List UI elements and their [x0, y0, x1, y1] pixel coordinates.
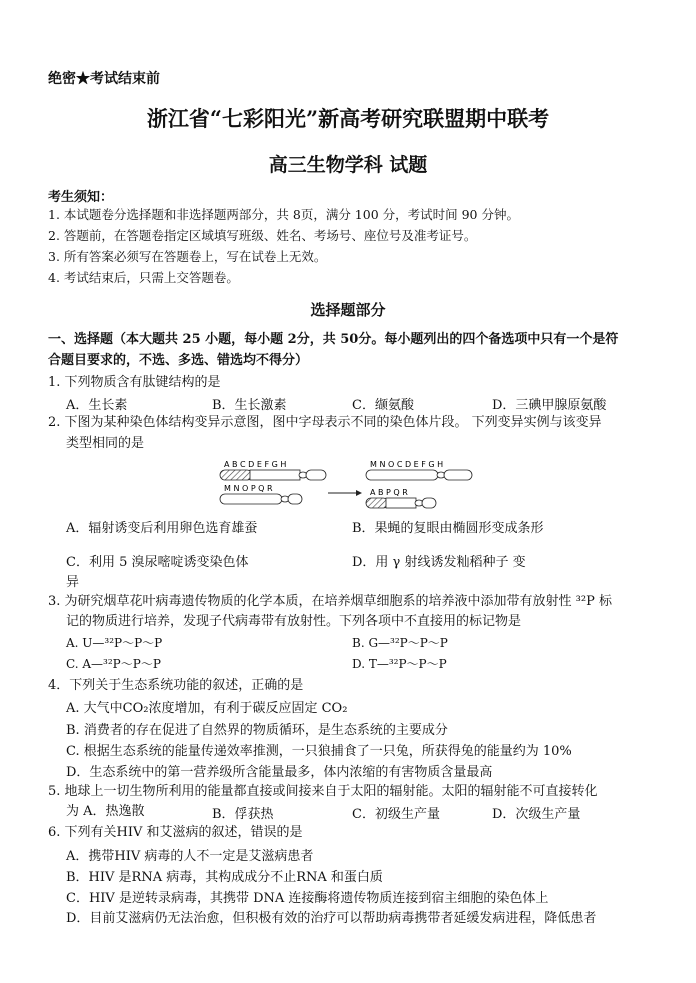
q6-option-d: D．目前艾滋病仍无法治愈，但积极有效的治疗可以帮助病毒携带者延缓发病进程，降低患者: [66, 911, 597, 926]
notice-item: 1. 本试题卷分选择题和非选择题两部分，共 8页，满分 100 分，考试时间 90 分钟。: [48, 207, 519, 222]
q2-option-d-continued: 异: [66, 575, 80, 590]
notice-heading: 考生须知：: [48, 190, 114, 205]
q2-option-c: C．利用 5 溴尿嘧啶诱变染色体: [66, 555, 249, 570]
question-2-stem: 类型相同的是: [66, 436, 145, 451]
question-2-stem: 2. 下图为某种染色体结构变异示意图，图中字母表示不同的染色体片段。 下列变异实例与该变异: [48, 415, 602, 430]
question-6-stem: 6. 下列有关HIV 和艾滋病的叙述，错误的是: [48, 825, 303, 840]
chromosome-1: [220, 470, 326, 480]
notice-item: 2. 答题前，在答题卷指定区域填写班级、姓名、考场号、座位号及准考证号。: [48, 228, 477, 243]
confidential-label: 绝密★考试结束前: [48, 71, 160, 87]
q5-option-c: C．初级生产量: [352, 807, 440, 822]
section-instruction: 合题目要求的，不选、多选、错选均不得分）: [48, 353, 309, 368]
exam-subtitle: 高三生物学科 试题: [268, 154, 428, 176]
chromosome-label-abpq-r: A B P Q R: [370, 488, 408, 497]
q3-option-d: D. T—³²P～P～P: [352, 657, 447, 671]
chromosome-2: [220, 494, 302, 504]
arrow-head-icon: [356, 490, 362, 496]
section-title: 选择题部分: [310, 301, 386, 319]
q1-option-c: C．缬氨酸: [352, 398, 414, 413]
notice-item: 4. 考试结束后，只需上交答题卷。: [48, 270, 239, 285]
q5-option-d: D．次级生产量: [492, 807, 581, 822]
q2-option-a: A．辐射诱变后利用卵色选育雄蚕: [66, 521, 258, 536]
question-4-stem: 4．下列关于生态系统功能的叙述，正确的是: [48, 678, 304, 693]
q1-option-a: A．生长素: [66, 398, 128, 413]
exam-title: 浙江省“七彩阳光”新高考研究联盟期中联考: [146, 106, 550, 131]
chromosome-3: [366, 470, 472, 480]
q5-option-b: B．俘获热: [212, 807, 274, 822]
chromosome-translocation-diagram: [210, 455, 490, 515]
notice-item: 3. 所有答案必须写在答题卷上，写在试卷上无效。: [48, 249, 327, 264]
q2-option-d: D．用 γ 射线诱发籼稻种子 变: [352, 555, 526, 570]
q1-option-d: D．三碘甲腺原氨酸: [492, 398, 607, 413]
q4-option-a: A. 大气中CO₂浓度增加，有利于碳反应固定 CO₂: [66, 701, 348, 716]
q6-option-a: A．携带HIV 病毒的人不一定是艾滋病患者: [66, 849, 314, 864]
question-3-stem: 记的物质进行培养，发现子代病毒带有放射性。下列各项中不直接用的标记物是: [66, 614, 522, 629]
q4-option-b: B. 消费者的存在促进了自然界的物质循环，是生态系统的主要成分: [66, 723, 448, 738]
q4-option-d: D．生态系统中的第一营养级所含能量最多，体内浓缩的有害物质含量最高: [66, 765, 493, 780]
q1-option-b: B．生长激素: [212, 398, 287, 413]
chromosome-label-mnocde-fgh: M N O C D E F G H: [370, 460, 444, 469]
chromosome-label-abcde-fgh: A B C D E F G H: [224, 460, 287, 469]
q3-option-c: C. A—³²P～P～P: [66, 657, 161, 671]
q6-option-b: B．HIV 是RNA 病毒，其构成成分不止RNA 和蛋白质: [66, 870, 383, 885]
q3-option-b: B. G—³²P～P～P: [352, 636, 448, 650]
section-instruction: 一、选择题（本大题共 25 小题，每小题 2分，共 50分。每小题列出的四个备选项中只有一个是符: [48, 332, 619, 347]
chromosome-4: [366, 498, 436, 508]
q4-option-c: C. 根据生态系统的能量传递效率推测，一只狼捕食了一只兔，所获得兔的能量约为 10%: [66, 744, 572, 759]
question-1-stem: 1. 下列物质含有肽键结构的是: [48, 375, 221, 390]
question-5-stem: 5. 地球上一切生物所利用的能量都直接或间接来自于太阳的辐射能。太阳的辐射能不可直接转化: [48, 784, 598, 799]
q2-option-b: B．果蝇的复眼由椭圆形变成条形: [352, 521, 544, 536]
q3-option-a: A. U—³²P～P～P: [66, 636, 163, 650]
q6-option-c: C．HIV 是逆转录病毒，其携带 DNA 连接酶将遗传物质连接到宿主细胞的染色体上: [66, 891, 549, 906]
question-3-stem: 3. 为研究烟草花叶病毒遗传物质的化学本质，在培养烟草细胞系的培养液中添加带有放射性 ³²P 标: [48, 594, 612, 609]
chromosome-label-mnopq-r: M N O P Q R: [224, 484, 273, 493]
q5-option-a: 为 A．热逸散: [66, 804, 145, 819]
